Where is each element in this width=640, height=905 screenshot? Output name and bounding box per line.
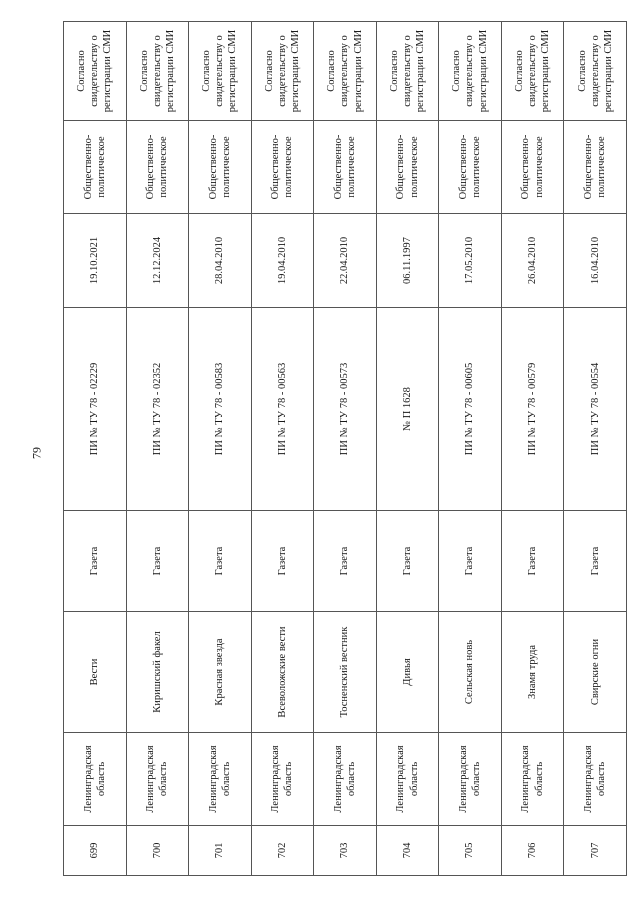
type-cell: Газета — [251, 511, 314, 612]
registration-number-cell: ПИ № ТУ 78 - 00563 — [251, 308, 314, 511]
type-cell: Газета — [189, 511, 252, 612]
registration-number-cell: ПИ № ТУ 78 - 00579 — [501, 308, 564, 511]
registration-date-cell: 19.10.2021 — [64, 214, 127, 308]
region-cell: Ленинградская область — [564, 733, 627, 826]
page-number: 79 — [29, 447, 44, 459]
table-row — [251, 22, 314, 876]
table-row — [501, 22, 564, 876]
specialization-cell: Общественно-политическое — [501, 121, 564, 214]
region-cell: Ленинградская область — [376, 733, 439, 826]
title-cell: Киришский факел — [126, 612, 189, 733]
row-number: 702 — [251, 826, 314, 876]
title-cell: Вести — [64, 612, 127, 733]
registration-number-cell: ПИ № ТУ 78 - 00605 — [439, 308, 502, 511]
registration-date-cell: 19.04.2010 — [251, 214, 314, 308]
registration-date-cell: 16.04.2010 — [564, 214, 627, 308]
distribution-area-cell: Согласно свидетельству о регистрации СМИ — [126, 22, 189, 121]
title-cell: Всеволожские вести — [251, 612, 314, 733]
row-number: 703 — [314, 826, 377, 876]
type-cell: Газета — [64, 511, 127, 612]
registration-date-cell: 06.11.1997 — [376, 214, 439, 308]
distribution-area-cell: Согласно свидетельству о регистрации СМИ — [189, 22, 252, 121]
type-cell: Газета — [126, 511, 189, 612]
row-number: 706 — [501, 826, 564, 876]
registration-date-cell: 17.05.2010 — [439, 214, 502, 308]
row-number: 705 — [439, 826, 502, 876]
region-cell: Ленинградская область — [314, 733, 377, 826]
specialization-cell: Общественно-политическое — [564, 121, 627, 214]
region-cell: Ленинградская область — [439, 733, 502, 826]
region-cell: Ленинградская область — [251, 733, 314, 826]
registration-date-cell: 26.04.2010 — [501, 214, 564, 308]
specialization-cell: Общественно-политическое — [64, 121, 127, 214]
title-cell: Свирские огни — [564, 612, 627, 733]
type-cell: Газета — [376, 511, 439, 612]
row-number: 700 — [126, 826, 189, 876]
specialization-cell: Общественно-политическое — [251, 121, 314, 214]
row-number: 707 — [564, 826, 627, 876]
registration-number-cell: ПИ № ТУ 78 - 00573 — [314, 308, 377, 511]
distribution-area-cell: Согласно свидетельству о регистрации СМИ — [251, 22, 314, 121]
specialization-cell: Общественно-политическое — [439, 121, 502, 214]
registration-number-cell: ПИ № ТУ 78 - 00583 — [189, 308, 252, 511]
title-cell: Тосненский вестник — [314, 612, 377, 733]
registration-number-cell: № П 1628 — [376, 308, 439, 511]
type-cell: Газета — [439, 511, 502, 612]
table-row — [64, 22, 127, 876]
distribution-area-cell: Согласно свидетельству о регистрации СМИ — [64, 22, 127, 121]
distribution-area-cell: Согласно свидетельству о регистрации СМИ — [376, 22, 439, 121]
table-row — [126, 22, 189, 876]
registration-number-cell: ПИ № ТУ 78 - 00554 — [564, 308, 627, 511]
distribution-area-cell: Согласно свидетельству о регистрации СМИ — [314, 22, 377, 121]
table-row — [314, 22, 377, 876]
row-number: 701 — [189, 826, 252, 876]
distribution-area-cell: Согласно свидетельству о регистрации СМИ — [501, 22, 564, 121]
specialization-cell: Общественно-политическое — [189, 121, 252, 214]
registration-number-cell: ПИ № ТУ 78 - 02229 — [64, 308, 127, 511]
registry-table-wrapper — [63, 22, 627, 876]
type-cell: Газета — [564, 511, 627, 612]
type-cell: Газета — [501, 511, 564, 612]
title-cell: Красная звезда — [189, 612, 252, 733]
specialization-cell: Общественно-политическое — [376, 121, 439, 214]
region-cell: Ленинградская область — [126, 733, 189, 826]
distribution-area-cell: Согласно свидетельству о регистрации СМИ — [564, 22, 627, 121]
table-row — [564, 22, 627, 876]
region-cell: Ленинградская область — [64, 733, 127, 826]
table-row — [376, 22, 439, 876]
title-cell: Сельская новь — [439, 612, 502, 733]
distribution-area-cell: Согласно свидетельству о регистрации СМИ — [439, 22, 502, 121]
row-number: 699 — [64, 826, 127, 876]
region-cell: Ленинградская область — [501, 733, 564, 826]
title-cell: Дивья — [376, 612, 439, 733]
specialization-cell: Общественно-политическое — [126, 121, 189, 214]
registration-date-cell: 28.04.2010 — [189, 214, 252, 308]
specialization-cell: Общественно-политическое — [314, 121, 377, 214]
row-number: 704 — [376, 826, 439, 876]
table-row — [189, 22, 252, 876]
registration-number-cell: ПИ № ТУ 78 - 02352 — [126, 308, 189, 511]
registration-date-cell: 22.04.2010 — [314, 214, 377, 308]
type-cell: Газета — [314, 511, 377, 612]
title-cell: Знамя труда — [501, 612, 564, 733]
region-cell: Ленинградская область — [189, 733, 252, 826]
registry-table — [63, 21, 627, 876]
registration-date-cell: 12.12.2024 — [126, 214, 189, 308]
table-body — [64, 22, 627, 876]
table-row — [439, 22, 502, 876]
